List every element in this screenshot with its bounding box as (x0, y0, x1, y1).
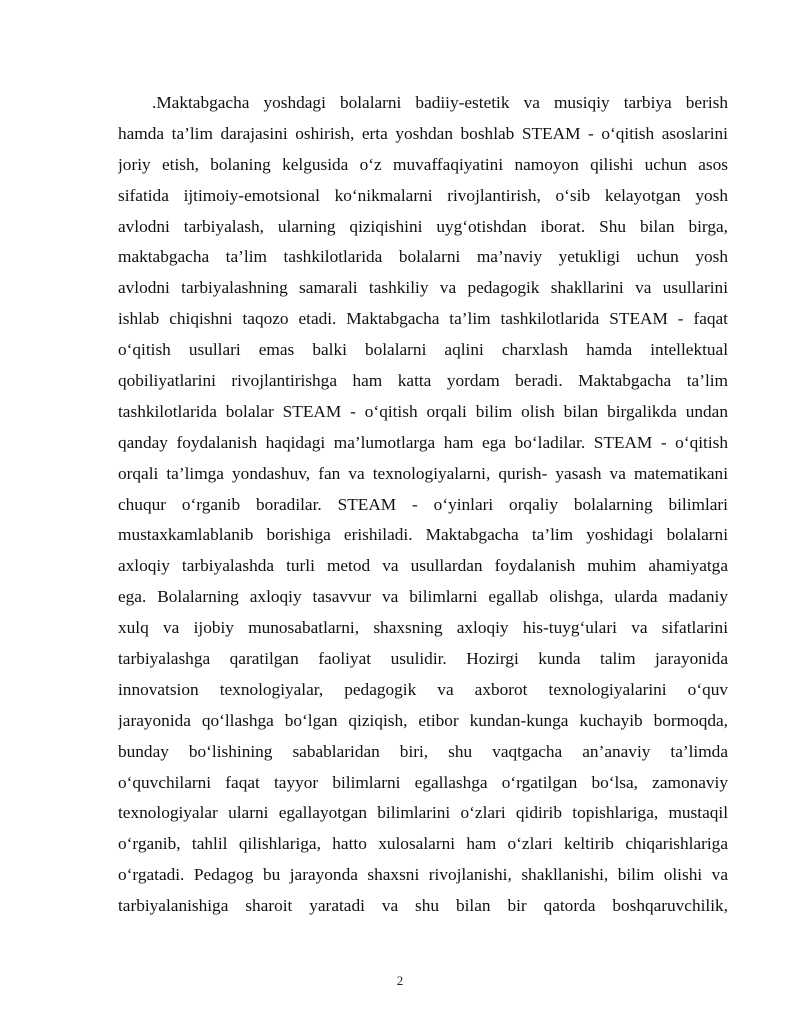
text-line: ishlab chiqishni taqozo etadi. Maktabgacha ta’lim tashkilotlarida STEAM - faqat (118, 309, 728, 329)
text-line: ega. Bolalarning axloqiy tasavvur va bilimlarni egallab olishga, ularda madaniy (118, 587, 728, 607)
text-line: hamda ta’lim darajasini oshirish, erta yoshdan boshlab STEAM - o‘qitish asoslarini (118, 123, 728, 143)
text-line: orqali ta’limga yondashuv, fan va texnologiyalarni, qurish- yasash va matematikani (118, 463, 728, 483)
text-line: o‘qitish usullari emas balki bolalarni aqlini charxlash hamda intellektual (118, 340, 728, 360)
text-line: avlodni tarbiyalashning samarali tashkiliy va pedagogik shakllarini va usullarini (118, 278, 728, 298)
text-line: .Maktabgacha yoshdagi bolalarni badiiy-estetik va musiqiy tarbiya berish (152, 93, 728, 112)
text-line: xulq va ijobiy munosabatlarni, shaxsning axloqiy his-tuyg‘ulari va sifatlarini (118, 618, 728, 638)
text-line: bunday bo‘lishining sabablaridan biri, shu vaqtgacha an’anaviy ta’limda (118, 741, 728, 761)
text-line: o‘quvchilarni faqat tayyor bilimlarni egallashga o‘rgatilgan bo‘lsa, zamonaviy (118, 772, 728, 792)
text-line: o‘rganib, tahlil qilishlariga, hatto xulosalarni ham o‘zlari keltirib chiqarishlariga (118, 834, 728, 854)
text-line: texnologiyalar ularni egallayotgan bilimlarini o‘zlari qidirib topishlariga, mustaqil (118, 803, 728, 823)
page-number: 2 (396, 973, 404, 988)
text-line: maktabgacha ta’lim tashkilotlarida bolalarni ma’naviy yetukligi uchun yosh (118, 247, 728, 267)
text-line: o‘rgatadi. Pedagog bu jarayonda shaxsni rivojlanishi, shakllanishi, bilim olishi va (118, 865, 728, 885)
text-line: axloqiy tarbiyalashda turli metod va usullardan foydalanish muhim ahamiyatga (118, 556, 728, 576)
text-line: jarayonida qo‘llashga bo‘lgan qiziqish, etibor kundan-kunga kuchayib bormoqda, (118, 710, 728, 730)
text-line: sifatida ijtimoiy-emotsional ko‘nikmalarni rivojlantirish, o‘sib kelayotgan yosh (118, 185, 728, 205)
text-line: qanday foydalanish haqidagi ma’lumotlarga ham ega bo‘ladilar. STEAM - o‘qitish (118, 432, 728, 452)
text-line: tarbiyalashga qaratilgan faoliyat usulidir. Hozirgi kunda talim jarayonida (118, 649, 728, 669)
text-line: avlodni tarbiyalash, ularning qiziqishini uyg‘otishdan iborat. Shu bilan birga, (118, 216, 728, 236)
text-line: tarbiyalanishiga sharoit yaratadi va shu bilan bir qatorda boshqaruvchilik, (118, 896, 728, 916)
text-line: qobiliyatlarini rivojlantirishga ham katta yordam beradi. Maktabgacha ta’lim (118, 371, 728, 391)
text-line: mustaxkamlablanib borishiga erishiladi. Maktabgacha ta’lim yoshidagi bolalarni (118, 525, 728, 545)
text-line: innovatsion texnologiyalar, pedagogik va axborot texnologiyalarini o‘quv (118, 679, 728, 699)
body-text (118, 88, 728, 922)
text-line: tashkilotlarida bolalar STEAM - o‘qitish orqali bilim olish bilan birgalikda undan (118, 401, 728, 421)
text-line: joriy etish, bolaning kelgusida o‘z muvaffaqiyatini namoyon qilishi uchun asos (118, 154, 728, 174)
text-line: chuqur o‘rganib boradilar. STEAM - o‘yinlari orqaliy bolalarning bilimlari (118, 494, 728, 514)
